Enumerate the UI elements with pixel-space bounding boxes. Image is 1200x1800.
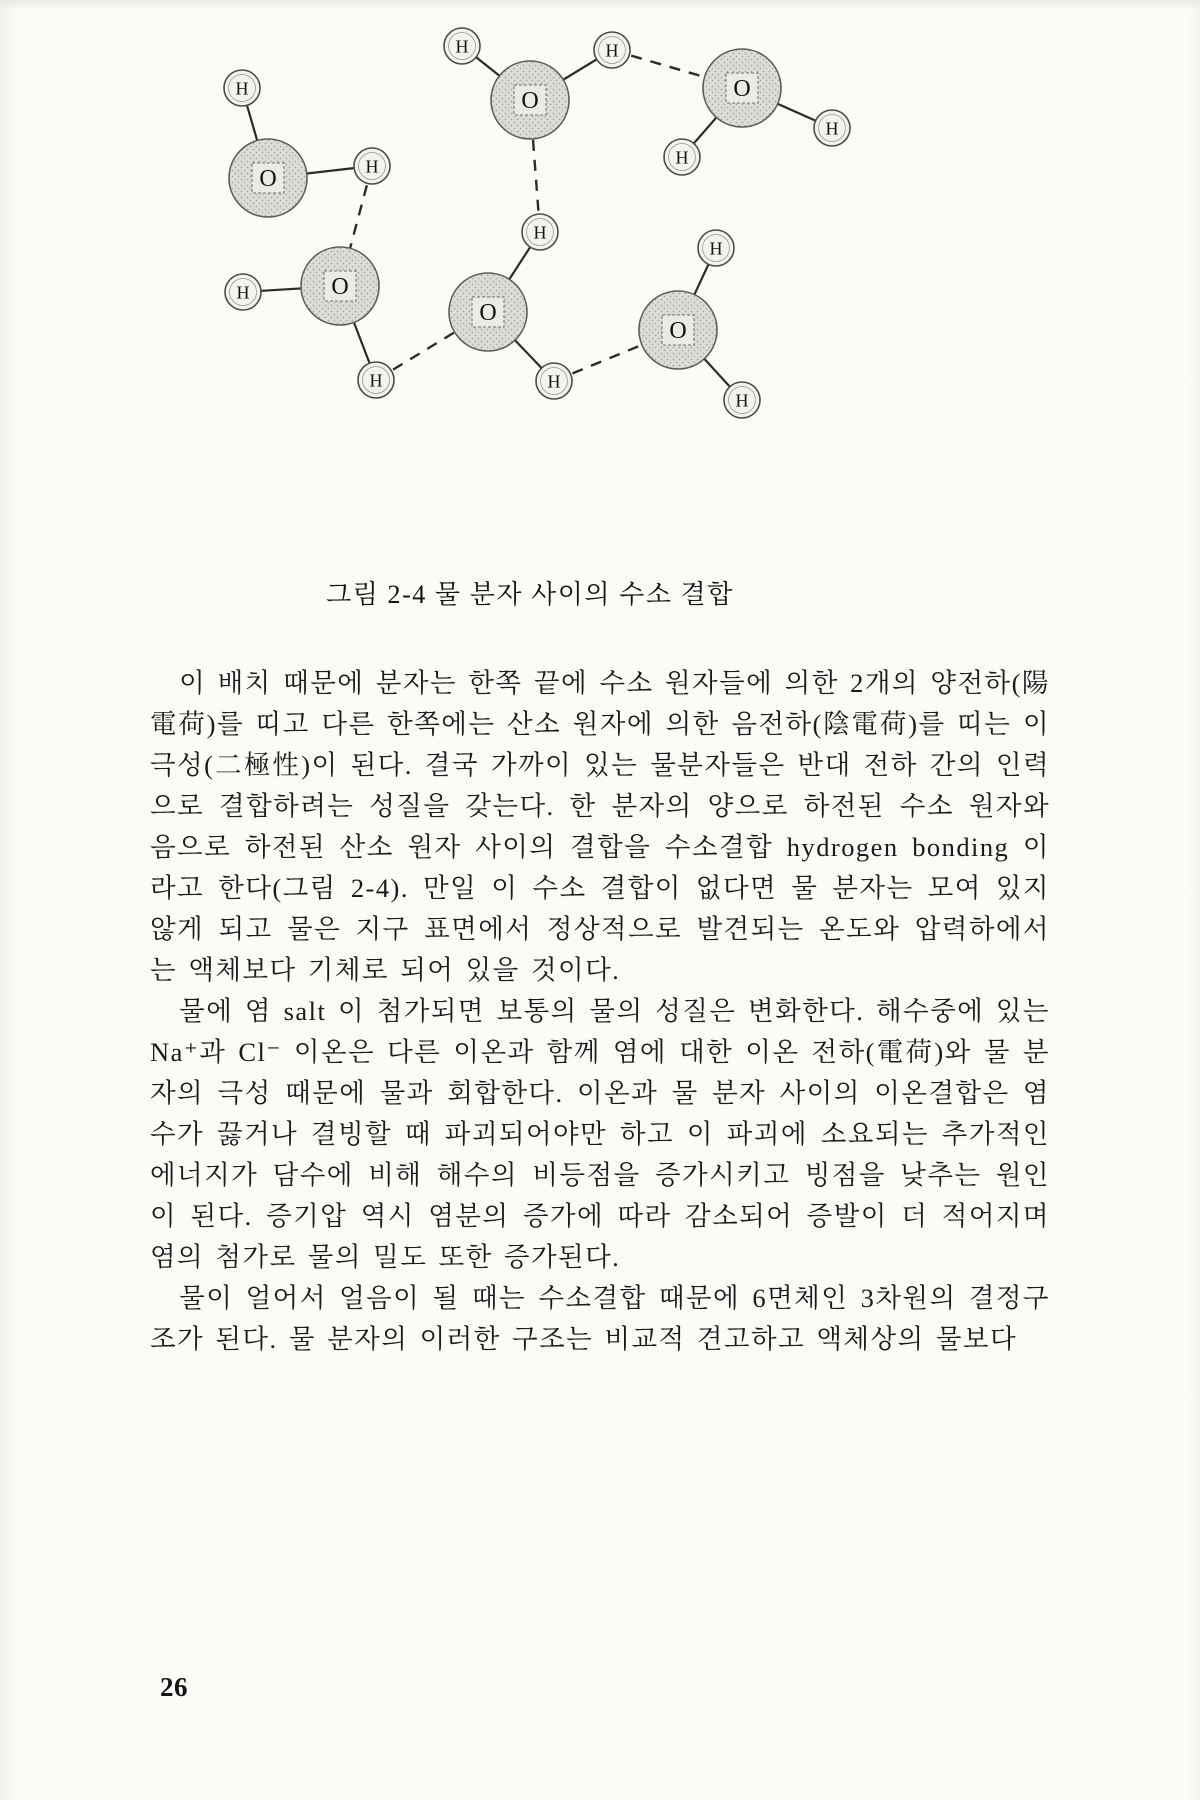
paragraph-2: 물에 염 salt 이 첨가되면 보통의 물의 성질은 변화한다. 해수중에 있는 Na⁺과 Cl⁻ 이온은 다른 이온과 함께 염에 대한 이온 전하(電荷)와 물 분자의 극성 때문에 물과 회합한다. 이온과 물 분자 사이의 이온결합은 염수가 끓거나 결빙할 때 파괴되어야만 하고 이 파괴에 소요되는 추가적인 에너지가 담수에 비해 해수의 비등점을 증가시키고 빙점을 낮추는 원인이 된다. 증기압 역시 염분의 증가에 따라 감소되어 증발이 더 적어지며 염의 첨가로 물의 밀도 또한 증가된다. — [150, 996, 1050, 1272]
hydrogen-atom — [594, 32, 630, 68]
hydrogen-label: H — [533, 222, 547, 243]
hydrogen-label: H — [236, 282, 250, 303]
figure-caption: 그림 2-4 물 분자 사이의 수소 결합 — [326, 580, 734, 609]
hydrogen-label: H — [735, 390, 749, 411]
water-molecule-hydrogen-bond-diagram — [0, 0, 1200, 560]
oxygen-atom — [301, 247, 379, 325]
hydrogen-label: H — [365, 156, 379, 177]
hydrogen-atom — [354, 148, 390, 184]
oxygen-label: O — [479, 300, 497, 326]
hydrogen-atom — [698, 230, 734, 266]
hydrogen-label: H — [709, 238, 723, 259]
oxygen-atom — [491, 61, 569, 139]
hydrogen-label: H — [547, 371, 561, 392]
hydrogen-atom — [664, 139, 700, 175]
hydrogen-label: H — [605, 40, 619, 61]
hydrogen-label: H — [675, 147, 689, 168]
paragraph-3: 물이 얼어서 얼음이 될 때는 수소결합 때문에 6면체인 3차원의 결정구조가 된다. 물 분자의 이러한 구조는 비교적 견고하고 액체상의 물보다 — [150, 1283, 1050, 1354]
oxygen-label: O — [331, 274, 349, 300]
oxygen-label: O — [259, 166, 277, 192]
hydrogen-atom — [522, 214, 558, 250]
hydrogen-atom — [358, 362, 394, 398]
oxygen-atom — [449, 273, 527, 351]
hydrogen-label: H — [369, 370, 383, 391]
oxygen-atom — [639, 291, 717, 369]
hydrogen-atom — [224, 70, 260, 106]
atoms-layer — [224, 28, 850, 418]
hydrogen-atom — [536, 363, 572, 399]
body-text — [150, 663, 1050, 1360]
hydrogen-atom — [724, 382, 760, 418]
hydrogen-atom — [225, 274, 261, 310]
hydrogen-label: H — [825, 118, 839, 139]
oxygen-label: O — [733, 76, 751, 102]
page-number: 26 — [160, 1672, 189, 1702]
oxygen-atom — [703, 49, 781, 127]
hydrogen-atom — [444, 28, 480, 64]
hydrogen-label: H — [235, 78, 249, 99]
oxygen-label: O — [521, 88, 539, 114]
oxygen-atom — [229, 139, 307, 217]
hydrogen-label: H — [455, 36, 469, 57]
figure-2-4 — [0, 0, 1200, 611]
hydrogen-atom — [814, 110, 850, 146]
oxygen-label: O — [669, 318, 687, 344]
paragraph-1: 이 배치 때문에 분자는 한쪽 끝에 수소 원자들에 의한 2개의 양전하(陽電荷)를 띠고 다른 한쪽에는 산소 원자에 의한 음전하(陰電荷)를 띠는 이극성(二極性)이 된다. 결국 가까이 있는 물분자들은 반대 전하 간의 인력으로 결합하려는 성질을 갖는다. 한 분자의 양으로 하전된 수소 원자와 음으로 하전된 산소 원자 사이의 결합을 수소결합 hydrogen bonding 이라고 한다(그림 2-4). 만일 이 수소 결합이 없다면 물 분자는 모여 있지 않게 되고 물은 지구 표면에서 정상적으로 발견되는 온도와 압력하에서는 액체보다 기체로 되어 있을 것이다. — [150, 668, 1050, 985]
